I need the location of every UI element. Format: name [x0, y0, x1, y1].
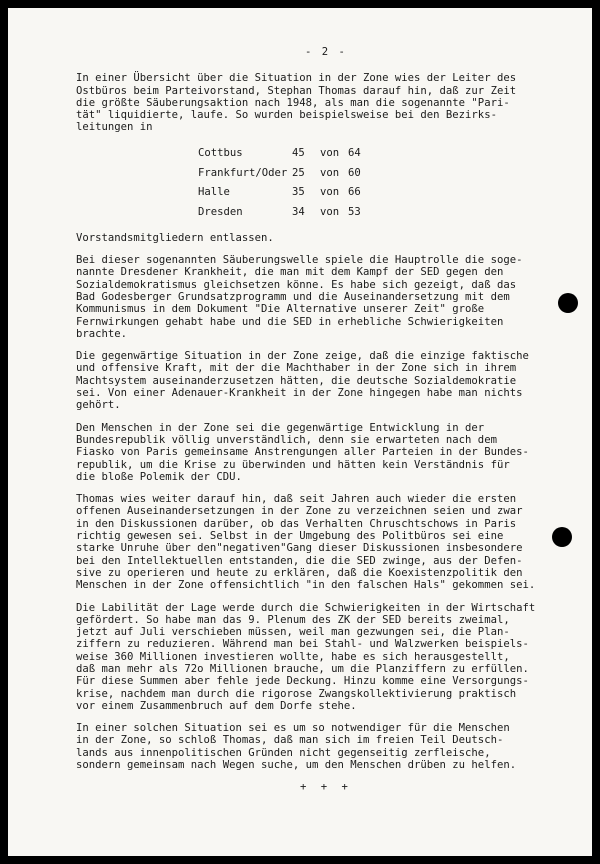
von-label: von	[320, 166, 340, 179]
city-name: Frankfurt/Oder	[198, 166, 288, 179]
total-count: 53	[348, 205, 361, 218]
total-count: 60	[348, 166, 361, 179]
table-row	[198, 202, 576, 222]
page-number: - 2 -	[305, 46, 347, 58]
von-label: von	[320, 147, 340, 160]
document-body	[76, 46, 576, 794]
district-table	[198, 144, 576, 222]
end-mark: + + +	[300, 781, 352, 794]
dismissed-count: 45	[292, 147, 305, 160]
total-count: 64	[348, 147, 361, 160]
punch-hole-lower	[552, 527, 572, 547]
paragraph-schluss: In einer solchen Situation sei es um so notwendiger für die Menschen in der Zone, so schloß Thomas, daß man sich im freien Teil Deutsch- lands aus innenpolitischen Gründen nicht gegenseitig zerfleische, sondern gemeinsam nach Wegen suche, um den Menschen drüben zu helfen.	[76, 722, 517, 772]
city-name: Cottbus	[198, 147, 243, 160]
paragraph-saeuberungswelle: Bei dieser sogenannten Säuberungswelle spiele die Hauptrolle die soge- nannte Dresdener Krankheit, die man mit dem Kampf der SED gegen den Sozialdemokratismus gleichsetzen könne. Es habe sich gezeigt, daß das Bad Godesberger Grundsatzprogramm und die Auseinandersetzung mit dem Kommunismus in dem Dokument "Die Alternative unserer Zeit" große Fernwirkungen gehabt habe und die SED in erhebliche Schwierigkeiten brachte.	[76, 254, 523, 340]
paragraph-situation: Die gegenwärtige Situation in der Zone zeige, daß die einzige faktische und offensive Kraft, mit der die Machthaber in der Zone sich in ihrem Machtsystem auseinanderzusetzen hätten, die deutsche Sozialdemokratie sei. Von einer Adenauer-Krankheit in der Zone hingegen habe man nichts gehört.	[76, 350, 529, 412]
paragraph-vorstand: Vorstandsmitgliedern entlassen.	[76, 231, 274, 244]
paragraph-diskussionen: Thomas wies weiter darauf hin, daß seit Jahren auch wieder die ersten offenen Auseinandersetzungen in der Zone zu verzeichnen seien und zwar in den Diskussionen darüber, ob das Verhalten Chruschtschows in Paris richtig gewesen sei. Selbst in der Umgebung des Politbüros sei eine starke Unruhe über den"negativen"Gang dieser Diskussionen insbesondere bei den Intellektuellen entstanden, die die SED zwinge, aus der Defen- sive zu operieren und heute zu erklären, daß die Koexistenzpolitik den Menschen in der Zone offensichtlich "in den falschen Hals" gekommen sei.	[76, 493, 536, 592]
table-row	[198, 144, 576, 164]
dismissed-count: 34	[292, 205, 305, 218]
total-count: 66	[348, 186, 361, 199]
punch-hole-upper	[558, 293, 578, 313]
von-label: von	[320, 186, 340, 199]
table-row	[198, 183, 576, 203]
city-name: Halle	[198, 186, 230, 199]
paragraph-intro: In einer Übersicht über die Situation in der Zone wies der Leiter des Ostbüros beim Parteivorstand, Stephan Thomas darauf hin, daß zur Zeit die größte Säuberungsaktion nach 1948, als man die sogenannte "Pari- tät" liquidierte, laufe. So wurden beispielsweise bei den Bezirks- leitungen in	[76, 72, 517, 134]
dismissed-count: 35	[292, 186, 305, 199]
paragraph-wirtschaft: Die Labilität der Lage werde durch die Schwierigkeiten in der Wirtschaft gefördert. So habe man das 9. Plenum des ZK der SED bereits zweimal, jetzt auf Juli verschieben müssen, weil man gezwungen sei, die Plan- ziffern zu reduzieren. Während man bei Stahl- und Walzwerken beispiels- weise 360 Millionen investieren wollte, habe es sich herausgestellt, daß man mehr als 72o Millionen brauche, um die Planziffern zu erfüllen. Für diese Summen aber fehle jede Deckung. Hinzu komme eine Versorgungs- krise, nachdem man durch die rigorose Zwangskollektivierung praktisch vor einem Zusammenbruch auf dem Dorfe stehe.	[76, 601, 536, 712]
city-name: Dresden	[198, 205, 243, 218]
dismissed-count: 25	[292, 166, 305, 179]
von-label: von	[320, 205, 340, 218]
paragraph-bundesrepublik: Den Menschen in der Zone sei die gegenwärtige Entwicklung in der Bundesrepublik völlig unverständlich, denn sie erwarteten nach dem Fiasko von Paris gemeinsame Anstrengungen aller Parteien in der Bundes- republik, um die Krise zu überwinden und hätten kein Verständnis für die bloße Polemik der CDU.	[76, 421, 529, 483]
document-page	[8, 8, 592, 856]
table-row	[198, 163, 576, 183]
